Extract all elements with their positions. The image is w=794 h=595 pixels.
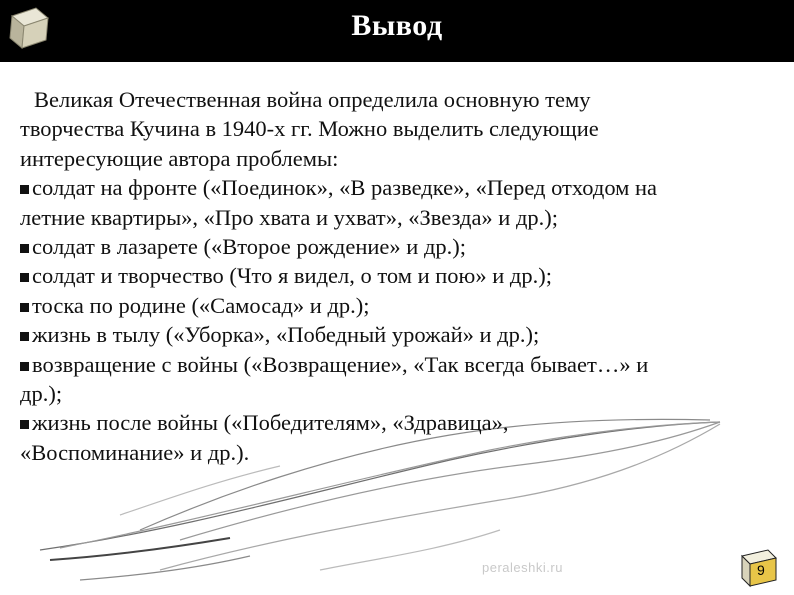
watermark: peraleshki.ru	[482, 560, 563, 575]
bullet-item-continuation: «Воспоминание» и др.).	[20, 439, 250, 465]
intro-line: творчества Кучина в 1940-х гг. Можно выделить следующие	[20, 116, 599, 142]
title-bar	[0, 0, 794, 62]
bullet-marker	[20, 185, 29, 194]
bullet-marker	[20, 332, 29, 341]
bullet-marker	[20, 420, 29, 429]
bullet-item: солдат в лазарете («Второе рождение» и др.);	[20, 232, 780, 261]
bullet-item: возвращение с войны («Возвращение», «Так всегда бывает…» и	[20, 350, 780, 379]
bullet-marker	[20, 362, 29, 371]
bullet-item-continuation: др.);	[20, 381, 63, 407]
bullet-marker	[20, 244, 29, 253]
slide-body	[20, 85, 780, 467]
bullet-marker	[20, 273, 29, 282]
bullet-marker	[20, 303, 29, 312]
bullet-item: жизнь в тылу («Уборка», «Победный урожай» и др.);	[20, 320, 780, 349]
page-number: 9	[757, 562, 765, 578]
bullet-item-continuation: летние квартиры», «Про хвата и ухват», «Звезда» и др.);	[20, 204, 559, 230]
bullet-item: солдат и творчество (Что я видел, о том и пою» и др.);	[20, 261, 780, 290]
slide-title: Вывод	[351, 9, 443, 42]
intro-line: интересующие автора проблемы:	[20, 145, 339, 171]
bullet-item: тоска по родине («Самосад» и др.);	[20, 291, 780, 320]
bullet-item: жизнь после войны («Победителям», «Здравица»,	[20, 408, 780, 437]
intro-line: Великая Отечественная война определила основную тему	[34, 87, 591, 112]
bullet-item: солдат на фронте («Поединок», «В разведке», «Перед отходом на	[20, 173, 780, 202]
